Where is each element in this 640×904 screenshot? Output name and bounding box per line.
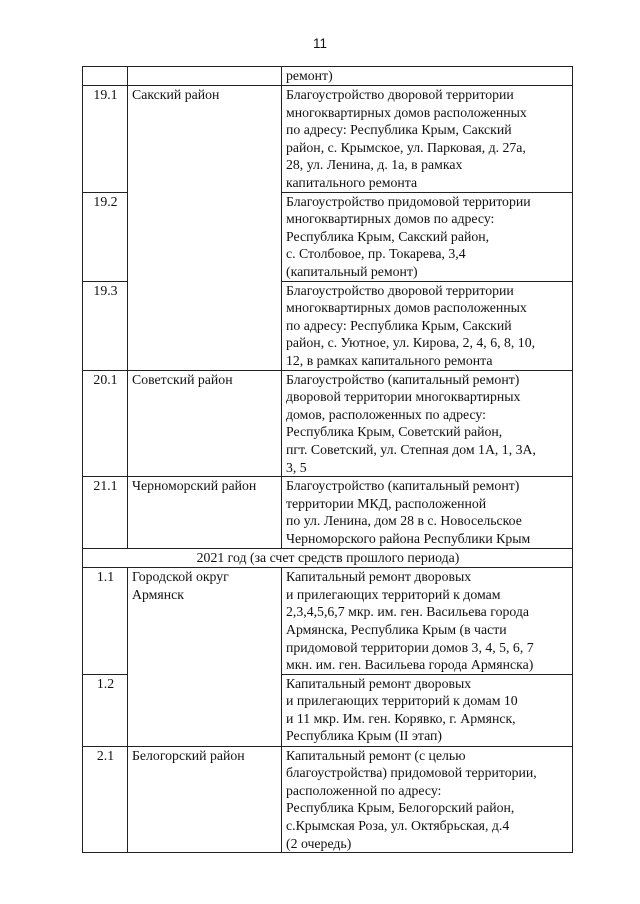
text-line: Благоустройство (капитальный ремонт)	[286, 371, 520, 387]
cell-district	[128, 370, 282, 477]
cell-district	[128, 568, 282, 747]
page-number: 11	[312, 36, 327, 51]
text-line: Капитальный ремонт (с целью	[286, 747, 466, 763]
text-line: с. Столбовое, пр. Токарева, 3,4	[286, 246, 466, 262]
cell-description	[282, 674, 573, 746]
text-line: капитального ремонта	[286, 174, 418, 190]
cell-district	[128, 86, 282, 371]
text-line: (капитальный ремонт)	[286, 263, 418, 279]
text-line: 2,3,4,5,6,7 мкр. им. ген. Васильева города	[286, 604, 530, 620]
district-name: Советский район	[132, 371, 233, 387]
cell-num	[83, 192, 128, 281]
text-line: многоквартирных домов расположенных	[286, 104, 527, 120]
text-line: ремонт)	[286, 68, 333, 83]
text-line: многоквартирных домов расположенных	[286, 300, 527, 316]
text-line: придомовой территории домов 3, 4, 5, 6, 7	[286, 639, 534, 655]
table-row	[83, 568, 573, 675]
cell-num	[83, 67, 128, 86]
text-line: Республика Крым, Белогорский район,	[286, 800, 515, 816]
text-line: Благоустройство дворовой территории	[286, 282, 514, 298]
table-row	[83, 746, 573, 853]
row-number: 2.1	[96, 747, 115, 763]
cell-district	[128, 67, 282, 86]
cell-num	[83, 370, 128, 477]
cell-description	[282, 86, 573, 193]
table-row	[83, 477, 573, 549]
row-number: 1.2	[96, 675, 115, 691]
cell-description	[282, 370, 573, 477]
district-name: Черноморский район	[132, 478, 257, 494]
text-line: расположенной по адресу:	[286, 782, 442, 798]
text-line: Капитальный ремонт дворовых	[286, 569, 472, 585]
text-line: благоустройства) придомовой территории,	[286, 765, 537, 781]
cell-description	[282, 746, 573, 853]
text-line: и прилегающих территорий к домам	[286, 586, 501, 602]
text-line: Капитальный ремонт дворовых	[286, 675, 472, 691]
text-line: Армянска, Республика Крым (в части	[286, 621, 507, 637]
text-line: многоквартирных домов по адресу:	[286, 211, 495, 227]
text-line: и прилегающих территорий к домам 10	[286, 693, 518, 709]
table-row	[83, 86, 573, 193]
text-line: и 11 мкр. Им. ген. Корявко, г. Армянск,	[286, 710, 516, 726]
table-row	[83, 67, 573, 86]
text-line: Черноморского района Республики Крым	[286, 530, 531, 546]
district-name: Городской округ	[132, 569, 229, 585]
cell-num	[83, 746, 128, 853]
cell-num	[83, 477, 128, 549]
text-line: Благоустройство придомовой территории	[286, 193, 531, 209]
row-number: 21.1	[93, 478, 118, 494]
section-row	[83, 549, 573, 568]
text-line: территории МКД, расположенной	[286, 495, 487, 511]
text-line: район, с. Крымское, ул. Парковая, д. 27а,	[286, 139, 526, 155]
district-name: Сакский район	[132, 87, 220, 102]
row-number: 19.2	[93, 193, 118, 209]
district-name: Армянск	[132, 586, 184, 602]
cell-district	[128, 477, 282, 549]
text-line: мкн. им. ген. Васильева города Армянска)	[286, 657, 534, 673]
text-line: район, с. Уютное, ул. Кирова, 2, 4, 6, 8, 10,	[286, 335, 536, 351]
cell-description	[282, 477, 573, 549]
cell-description	[282, 192, 573, 281]
cell-num	[83, 281, 128, 370]
text-line: Благоустройство (капитальный ремонт)	[286, 478, 520, 494]
row-number: 19.1	[93, 87, 118, 102]
district-name: Белогорский район	[132, 747, 245, 763]
cell-description	[282, 281, 573, 370]
text-line: по ул. Ленина, дом 28 в с. Новосельское	[286, 513, 522, 529]
text-line: домов, расположенных по адресу:	[286, 406, 486, 422]
text-line: Республика Крым, Советский район,	[286, 424, 503, 440]
text-line: по адресу: Республика Крым, Сакский	[286, 317, 512, 333]
text-line: Республика Крым, Сакский район,	[286, 228, 490, 244]
text-line: дворовой территории многоквартирных	[286, 389, 521, 405]
row-number: 20.1	[93, 371, 118, 387]
section-heading	[83, 549, 573, 568]
text-line: (2 очередь)	[286, 835, 352, 851]
table-row	[83, 370, 573, 477]
cell-description	[282, 568, 573, 675]
row-number: 1.1	[96, 569, 115, 585]
cell-description	[282, 67, 573, 86]
text-line: Республика Крым (II этап)	[286, 728, 443, 744]
text-line: 3, 5	[286, 459, 307, 475]
cell-num	[83, 674, 128, 746]
row-number: 19.3	[93, 282, 118, 298]
projects-table	[82, 66, 573, 853]
text-line: 12, в рамках капитального ремонта	[286, 352, 493, 368]
cell-num	[83, 86, 128, 193]
section-title: 2021 год (за счет средств прошлого периода)	[196, 550, 460, 566]
text-line: с.Крымская Роза, ул. Октябрьская, д.4	[286, 818, 510, 834]
text-line: по адресу: Республика Крым, Сакский	[286, 122, 512, 138]
text-line: пгт. Советский, ул. Степная дом 1А, 1, 3А,	[286, 441, 536, 457]
cell-num	[83, 568, 128, 675]
text-line: Благоустройство дворовой территории	[286, 87, 514, 102]
text-line: 28, ул. Ленина, д. 1а, в рамках	[286, 157, 463, 173]
cell-district	[128, 746, 282, 853]
